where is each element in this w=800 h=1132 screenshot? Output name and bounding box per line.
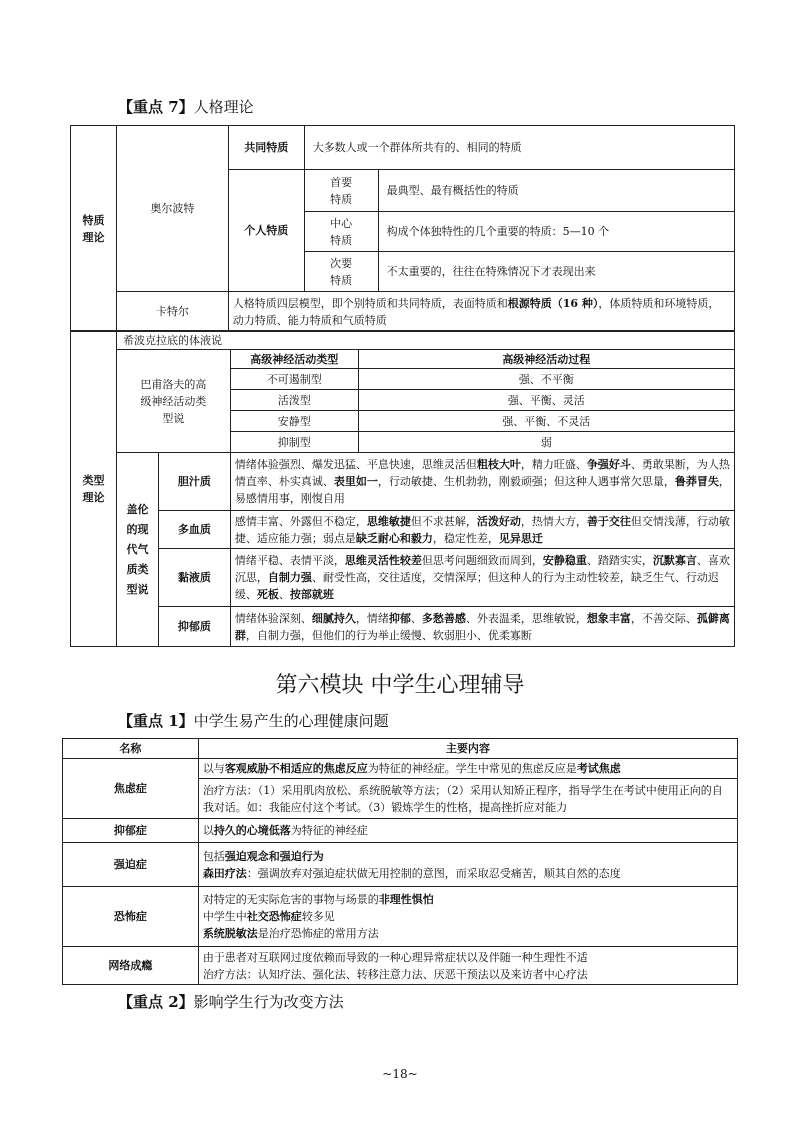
pavlov-col-type: 高级神经活动类型 [230, 350, 358, 369]
pavlov-process: 弱 [358, 432, 734, 453]
mental-health-table [62, 738, 738, 985]
common-trait-label: 共同特质 [228, 126, 304, 170]
phlegmatic-desc: 情绪平稳、表情平淡，思维灵活性较差但思考问题细致而周到，安静稳重、踏踏实实，沉默寡言、喜欢沉思，自制力强、耐受性高，交往适度，交情深厚；但这种人的行为主动性较差，缺乏生气、行动迟缓、死板、按部就班 [230, 549, 734, 607]
section7-heading [118, 96, 254, 117]
module6-title: 第六模块 中学生心理辅导 [275, 673, 525, 698]
primary-trait-desc: 最典型、最有概括性的特质 [378, 170, 734, 212]
anxiety-desc: 以与客观威胁不相适应的焦虑反应为特征的神经症。学生中常见的焦虑反应是考试焦虑 [198, 759, 737, 779]
type-theory-label: 类型理论 [71, 331, 117, 647]
ocd-name: 强迫症 [63, 843, 199, 887]
choleric-label: 胆汁质 [158, 453, 230, 511]
pavlov-col-process: 高级神经活动过程 [358, 350, 734, 369]
trait-theory-label: 特质理论 [71, 126, 117, 332]
depression-desc: 以持久的心境低落为特征的神经症 [198, 819, 737, 843]
col-name-header: 名称 [63, 739, 199, 759]
pavlov-type: 不可遏制型 [230, 369, 358, 390]
pavlov-theory-name: 巴甫洛夫的高级神经活动类型说 [116, 350, 230, 453]
personal-trait-label: 个人特质 [228, 170, 304, 292]
galen-theory-name: 盖伦的现代气质类型说 [116, 453, 158, 647]
page-number: ~18~ [382, 1067, 418, 1081]
phobia-desc: 对特定的无实际危害的事物与场景的非理性惧怕 中学生中社交恐怖症较多见 系统脱敏法是治疗恐怖症的常用方法 [198, 887, 737, 947]
depression-name: 抑郁症 [63, 819, 199, 843]
sanguine-desc: 感情丰富、外露但不稳定，思维敏捷但不求甚解，活泼好动，热情大方，善于交往但交情浅薄，行动敏捷、适应能力强；弱点是缺乏耐心和毅力，稳定性差，见异思迁 [230, 511, 734, 549]
melancholic-desc: 情绪体验深刻、细腻持久，情绪抑郁、多愁善感、外表温柔，思维敏锐，想象丰富，不善交际、孤僻离群，自制力强，但他们的行为举止缓慢、软弱胆小、优柔寡断 [230, 607, 734, 647]
internet-addiction-name: 网络成瘾 [63, 947, 199, 985]
section2-title: 影响学生行为改变方法 [193, 993, 344, 1011]
section7-title: 人格理论 [193, 98, 254, 116]
col-content-header: 主要内容 [198, 739, 737, 759]
phlegmatic-label: 黏液质 [158, 549, 230, 607]
pavlov-process: 强、平衡、灵活 [358, 390, 734, 411]
central-trait-desc: 构成个体独特性的几个重要的特质：5—10 个 [378, 212, 734, 252]
cattell-name: 卡特尔 [116, 292, 228, 332]
common-trait-desc: 大多数人或一个群体所共有的、相同的特质 [304, 126, 734, 170]
pavlov-type: 活泼型 [230, 390, 358, 411]
section2-tag: 【重点 2】 [118, 993, 194, 1011]
secondary-trait-desc: 不太重要的，往往在特殊情况下才表现出来 [378, 252, 734, 292]
pavlov-process: 强、平衡、不灵活 [358, 411, 734, 432]
ocd-desc: 包括强迫观念和强迫行为 森田疗法：强调放弃对强迫症状做无用控制的意图，而采取忍受痛苦，顺其自然的态度 [198, 843, 737, 887]
type-theory-table [70, 330, 735, 647]
melancholic-label: 抑郁质 [158, 607, 230, 647]
central-trait-label: 中心特质 [304, 212, 378, 252]
pavlov-type: 抑制型 [230, 432, 358, 453]
anxiety-name: 焦虑症 [63, 759, 199, 819]
section1-tag: 【重点 1】 [118, 712, 194, 730]
section7-tag: 【重点 7】 [118, 98, 194, 116]
section2-heading [118, 991, 344, 1012]
internet-addiction-desc: 由于患者对互联网过度依赖而导致的一种心理异常症状以及伴随一种生理性不适 治疗方法：认知疗法、强化法、转移注意力法、厌恶干预法以及来访者中心疗法 [198, 947, 737, 985]
trait-theory-table [70, 125, 735, 332]
anxiety-treatment: 治疗方法：（1）采用肌肉放松、系统脱敏等方法；（2）采用认知矫正程序，指导学生在考试中使用正向的自我对话。如：我能应付这个考试。（3）锻炼学生的性格，提高挫折应对能力 [198, 779, 737, 819]
cattell-desc: 人格特质四层模型，即个别特质和共同特质，表面特质和根源特质（16 种），体质特质和环境特质，动力特质、能力特质和气质特质 [228, 292, 734, 332]
choleric-desc: 情绪体验强烈、爆发迅猛、平息快速，思维灵活但粗枝大叶，精力旺盛、争强好斗、勇敢果断，为人热情直率、朴实真诚、表里如一，行动敏捷、生机勃勃，刚毅顽强；但这种人遇事常欠思量，鲁莽冒失，易感情用事，刚愎自用 [230, 453, 734, 511]
phobia-name: 恐怖症 [63, 887, 199, 947]
sanguine-label: 多血质 [158, 511, 230, 549]
allport-name: 奥尔波特 [116, 126, 228, 292]
secondary-trait-label: 次要特质 [304, 252, 378, 292]
pavlov-type: 安静型 [230, 411, 358, 432]
section1-title: 中学生易产生的心理健康问题 [193, 712, 389, 730]
section1-heading [118, 710, 389, 731]
pavlov-process: 强、不平衡 [358, 369, 734, 390]
hippocrates-theory: 希波克拉底的体液说 [116, 331, 734, 350]
primary-trait-label: 首要特质 [304, 170, 378, 212]
